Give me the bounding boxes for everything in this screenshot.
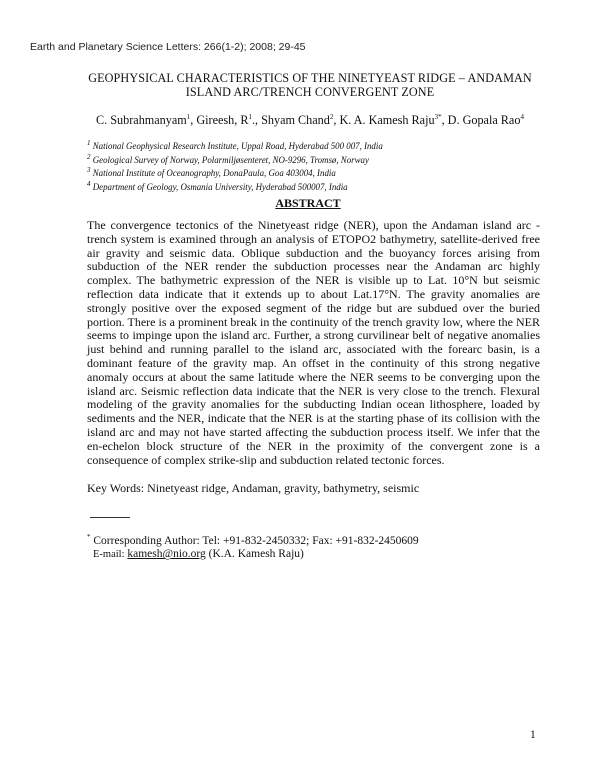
author-sup: 2: [329, 113, 334, 121]
author-sup: 4: [520, 113, 524, 121]
author: Gireesh, R: [196, 113, 249, 128]
author: C. Subrahmanyam: [96, 113, 187, 128]
keywords: Key Words: Ninetyeast ridge, Andaman, gravity, bathymetry, seismic: [87, 481, 420, 495]
affiliation: $^2$ Geological Survey of Norway, Polarmiljøsenteret, NO-9296, Tromsø, Norway: [87, 152, 369, 165]
footnote: [87, 531, 419, 562]
author: K. A. Kamesh Raju: [339, 113, 435, 128]
abstract-body: The convergence tectonics of the Ninetyeast ridge (NER), upon the Andaman island arc - trench system is examined through an analysis of ETOPO2 bathymetry, satellite-derived free air gravity and seismic data. Oblique subduction and the buoyancy forces arising from subduction of the NER render the subduction processes near the Andaman arc highly complex. The bathymetric expression of the NER is visible up to Lat. 10°N but seismic reflection data indicate that it extends up to about Lat.17°N. The gravity anomalies are strongly positive over the exposed segment of the ridge but are subdued over the buried portion. There is a prominent break in the continuity of the trench gravity low, where the NER seems to impinge upon the island arc. Further, a strong curvilinear belt of negative anomalies just behind and running parallel to the island arc, associated with the forearc basin, is a dominant feature of the gravity map. An offset in the continuity of this strong negative anomaly occurs at about the same latitude where the NER seems to be converging upon the island arc. Seismic reflection data indicate that the NER is very close to the trench. Flexural modeling of the gravity anomalies for the subducting Indian ocean lithosphere, loaded by sediments and the NER, indicate that the NER is at the starting phase of its collision with the island arc and may not have started affecting the subduction process itself. We infer that the en-echelon block structure of the NER in the proximity of the convergent zone is a consequence of complex strike-slip and subduction related tectonic forces.: [87, 218, 540, 467]
paper-title: [60, 71, 560, 99]
page-number: 1: [530, 729, 536, 741]
author-sup: 1: [186, 113, 191, 121]
author-list: C. Subrahmanyam$^1$, Gireesh, $R^1$., Shyam Chand$^2$, K. A. Kamesh Raju$^{3*}$, D. Gopala Rao$^4$: [96, 113, 524, 128]
abstract-heading: ABSTRACT: [275, 196, 341, 210]
author-sup: 3*: [434, 113, 442, 121]
author: Shyam Chand: [261, 113, 330, 128]
email-link[interactable]: kamesh@nio.org: [127, 548, 206, 561]
affiliation-list: [87, 138, 383, 192]
corresponding-author-line: * Corresponding Author: Tel: +91-832-2450332; Fax: +91-832-2450609: [87, 533, 419, 547]
journal-reference: Earth and Planetary Science Letters: 266(1-2); 2008; 29-45: [30, 41, 306, 53]
author: D. Gopala Rao: [447, 113, 521, 128]
affiliation: $^4$ Department of Geology, Osmania University, Hyderabad 500007, India: [87, 179, 348, 192]
affiliation: $^3$ National Institute of Oceanography, DonaPaula, Goa 403004, India: [87, 166, 336, 179]
affiliation: $^1$ National Geophysical Research Institute, Uppal Road, Hyderabad 500 007, India: [87, 139, 383, 151]
email-line: E-mail: kamesh@nio.org (K.A. Kamesh Raju): [93, 548, 304, 561]
title-line-2: ISLAND ARC/TRENCH CONVERGENT ZONE: [185, 85, 435, 99]
author-sup: 1: [248, 113, 252, 121]
footnote-divider: [90, 517, 130, 518]
title-line-1: GEOPHYSICAL CHARACTERISTICS OF THE NINETYEAST RIDGE – ANDAMAN: [88, 71, 532, 85]
